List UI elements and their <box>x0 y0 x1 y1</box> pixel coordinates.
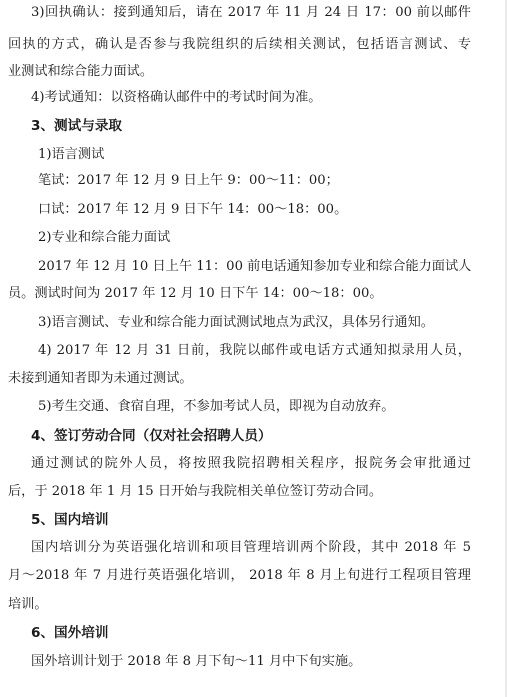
section3-item2-title: 2)专业和综合能力面试 <box>38 230 171 245</box>
prev-item3-line1: 3)回执确认：接到通知后，请在 2017 年 11 月 24 日 17：00 前以邮件 <box>31 5 471 20</box>
section3-heading: 3、测试与录取 <box>31 118 123 134</box>
section4-heading: 4、签订劳动合同（仅对社会招聘人员） <box>31 428 272 444</box>
section4-line1: 通过测试的院外人员，将按照我院招聘相关程序，报院务会审批通过 <box>31 456 471 471</box>
section6-heading: 6、国外培训 <box>31 625 109 641</box>
prev-item3-line3: 业测试和综合能力面试。 <box>8 64 154 79</box>
section3-item4-line1: 4) 2017 年 12 月 31 日前，我院以邮件或电话方式通知拟录用人员， <box>38 343 471 358</box>
section3-oral-exam: 口试：2017 年 12 月 9 日下午 14：00～18：00。 <box>38 202 348 217</box>
section5-line3: 培训。 <box>8 597 48 612</box>
section3-item2-line1: 2017 年 12 月 10 日上午 11：00 前电话通知参加专业和综合能力面试人 <box>38 259 471 274</box>
section5-line2: 月～2018 年 7 月进行英语强化培训， 2018 年 8 月上旬进行工程项目管理 <box>8 568 471 583</box>
section3-item4-line2: 未接到通知者即为未通过测试。 <box>8 371 193 386</box>
section3-item5: 5)考生交通、食宿自理，不参加考试人员，即视为自动放弃。 <box>38 399 395 414</box>
section3-written-exam: 笔试：2017 年 12 月 9 日上午 9：00～11：00； <box>38 173 339 188</box>
section3-item1-title: 1)语言测试 <box>38 147 105 162</box>
prev-item3-line2: 回执的方式，确认是否参与我院组织的后续相关测试，包括语言测试、专 <box>8 37 471 52</box>
section3-item2-line2: 员。测试时间为 2017 年 12 月 10 日下午 14：00～18：00。 <box>8 286 383 301</box>
section4-line2: 后，于 2018 年 1 月 15 日开始与我院相关单位签订劳动合同。 <box>8 484 383 499</box>
prev-item4: 4)考试通知：以资格确认邮件中的考试时间为准。 <box>31 90 322 105</box>
section6-line1: 国外培训计划于 2018 年 8 月下旬～11 月中下旬实施。 <box>31 654 362 669</box>
section5-heading: 5、国内培训 <box>31 512 109 528</box>
section5-line1: 国内培训分为英语强化培训和项目管理培训两个阶段，其中 2018 年 5 <box>31 540 471 555</box>
section3-item3: 3)语言测试、专业和综合能力面试测试地点为武汉，具体另行通知。 <box>38 315 434 330</box>
